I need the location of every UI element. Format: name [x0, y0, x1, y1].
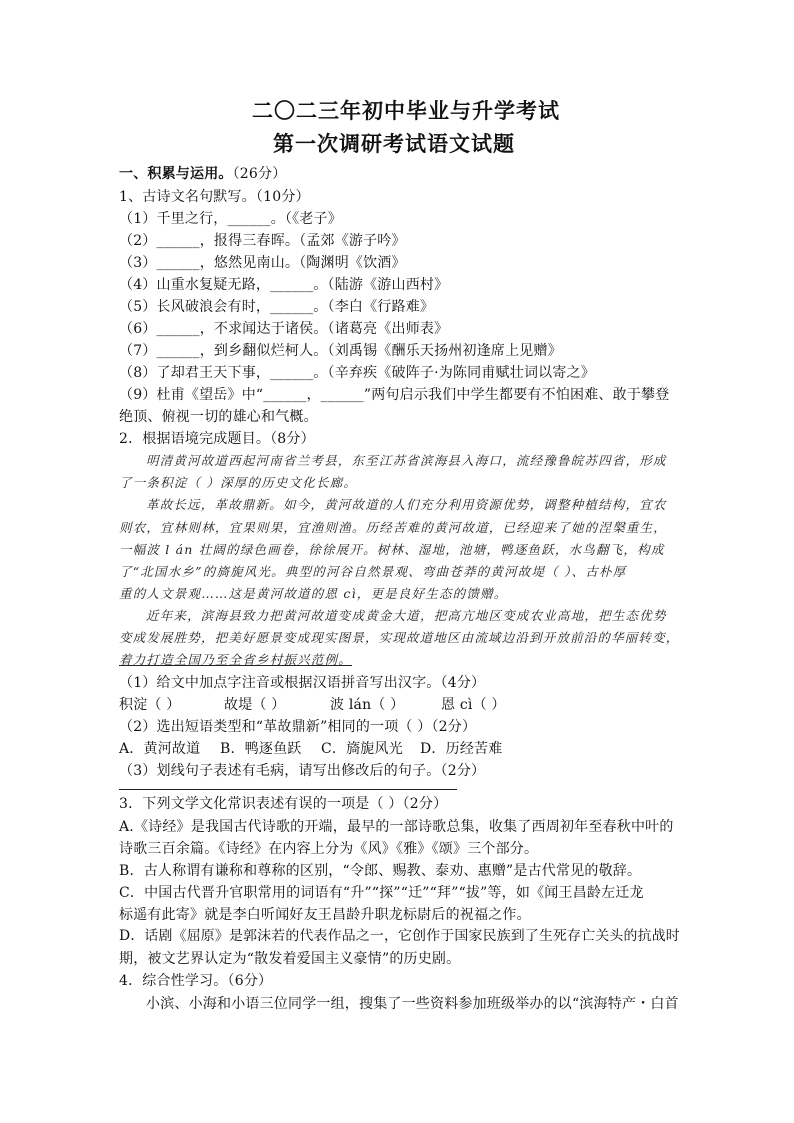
q1-item: （9）杜甫《望岳》中“______，______”两句启示我们中学生都要有不怕困难、敢于攀登 — [119, 387, 670, 403]
pinyin-fill-3: 波 lán（ ） — [330, 697, 405, 713]
passage-line: 近年来，滨海县致力把黄河故道变成黄金大道，把高亢地区变成农业高地，把生态优势 — [146, 608, 667, 623]
section-title: 一、积累与运用。 — [119, 166, 233, 182]
q4-stem: 4．综合性学习。（6分） — [119, 973, 273, 989]
pinyin-fill-2: 故堤（ ） — [224, 697, 286, 713]
passage-line: 了一条积淀（ ）深厚的历史文化长廊。 — [119, 475, 358, 490]
q1-item: （8）了却君王天下事，______。（辛弃疾《破阵子·为陈同甫赋壮词以寄之》 — [119, 365, 595, 381]
passage-line: 一幅波 l án 壮阔的绿色画卷，徐徐展开。树林、湿地，池塘，鸭逐鱼跃，水鸟翻飞，构成 — [119, 542, 665, 557]
q2-sub2: （2）选出短语类型和“革故鼎新”相同的一项（ ）（2分） — [119, 719, 477, 735]
q4-text: 小滨、小海和小语三位同学一组，搜集了一些资料参加班级举办的以“滨海特产・白首 — [146, 996, 679, 1012]
q3-line: 3．下列文学文化常识表述有误的一项是（ ）（2分） — [119, 796, 448, 812]
exam-title-line1: 二〇二三年初中毕业与升学考试 — [252, 98, 560, 123]
q1-item: （1）千里之行，______。（《老子》 — [119, 211, 342, 227]
q1-item: （4）山重水复疑无路，______。（陆游《游山西村》 — [119, 277, 449, 293]
q1-item: （6）______，不求闻达于诸侯。（诸葛亮《出师表》 — [119, 321, 449, 337]
answer-line — [119, 789, 457, 790]
passage-line: 变成发展胜势，把美好愿景变成现实图景，实现故道地区由流域边沿到开放前沿的华丽转变， — [119, 630, 680, 645]
q1-item: （3）______，悠然见南山。（陶渊明《饮酒》 — [119, 255, 406, 271]
q1-item: （5）长风破浪会有时，______。（李白《行路难》 — [119, 299, 435, 315]
option-d: D．历经苦难 — [420, 741, 503, 757]
q1-stem: 1、古诗文名句默写。（10分） — [119, 189, 310, 205]
q2-stem: 2．根据语境完成题目。（8分） — [119, 431, 315, 447]
q3-line: D．话剧《屈原》是郭沫若的代表作品之一，它创作于国家民族到了生死存亡关头的抗战时 — [119, 928, 680, 944]
passage-line: 明清黄河故道西起河南省兰考县，东至江苏省滨海县入海口，流经豫鲁皖苏四省，形成 — [146, 453, 667, 468]
q3-line: B．古人称谓有谦称和尊称的区别，“令郎、赐教、泰劝、惠赠”是古代常见的敬辞。 — [119, 863, 642, 879]
underlined-sentence: 着力打造全国乃至全省乡村振兴范例。 — [119, 652, 352, 667]
option-a: A．黄河故道 — [119, 741, 201, 757]
q1-item: （2）______，报得三春晖。（孟郊《游子吟》 — [119, 233, 406, 249]
section-score: （26分） — [232, 166, 287, 182]
pinyin-fill-4: 恩 cì（ ） — [441, 697, 506, 713]
q1-item-continued: 绝顶、俯视一切的雄心和气概。 — [119, 409, 318, 425]
section-heading — [119, 167, 286, 181]
pinyin-fill-1: 积淀（ ） — [119, 697, 181, 713]
passage-line: 了“北国水乡”的旖旎风光。典型的河谷自然景观、弯曲苍莽的黄河故堤（ ）、古朴厚 — [119, 564, 627, 579]
q3-line: 期，被文艺界认定为“散发着爱国主义豪情”的历史剧。 — [119, 951, 461, 967]
q2-sub3: （3）划线句子表述有毛病，请写出修改后的句子。（2分） — [119, 763, 486, 779]
q3-line: C．中国古代晋升官职常用的词语有“升”“探”“迁”“拜”“拔”等，如《闻王昌龄左迁龙 — [119, 885, 644, 901]
option-c: C．旖旎风光 — [321, 741, 403, 757]
q3-line: 标遥有此寄》就是李白听闻好友王昌龄升职龙标尉后的祝福之作。 — [119, 907, 531, 923]
passage-line: 则农，宜林则林，宜果则果，宜渔则渔。历经苦难的黄河故道，已经迎来了她的涅槃重生， — [119, 520, 668, 535]
q3-line: 诗歌三百余篇。《诗经》在内容上分为《风》《雅》《颂》三个部分。 — [119, 841, 539, 857]
q2-sub1: （1）给文中加点字注音或根据汉语拼音写出汉字。（4分） — [119, 675, 486, 691]
option-b: B．鸭逐鱼跃 — [220, 741, 302, 757]
passage-line: 革故长远，革故鼎新。如今，黄河故道的人们充分利用资源优势，调整种植结构，宜农 — [146, 497, 667, 512]
exam-title-line2: 第一次调研考试语文试题 — [273, 131, 515, 156]
q1-item: （7）______，到乡翻似烂柯人。（刘禹锡《酬乐天扬州初逢席上见赠》 — [119, 343, 562, 359]
q3-line: A.《诗经》是我国古代诗歌的开端，最早的一部诗歌总集，收集了西周初年至春秋中叶的 — [119, 819, 674, 835]
passage-line: 重的人文景观……这是黄河故道的恩 cì，更是良好生态的馈赠。 — [119, 586, 508, 601]
